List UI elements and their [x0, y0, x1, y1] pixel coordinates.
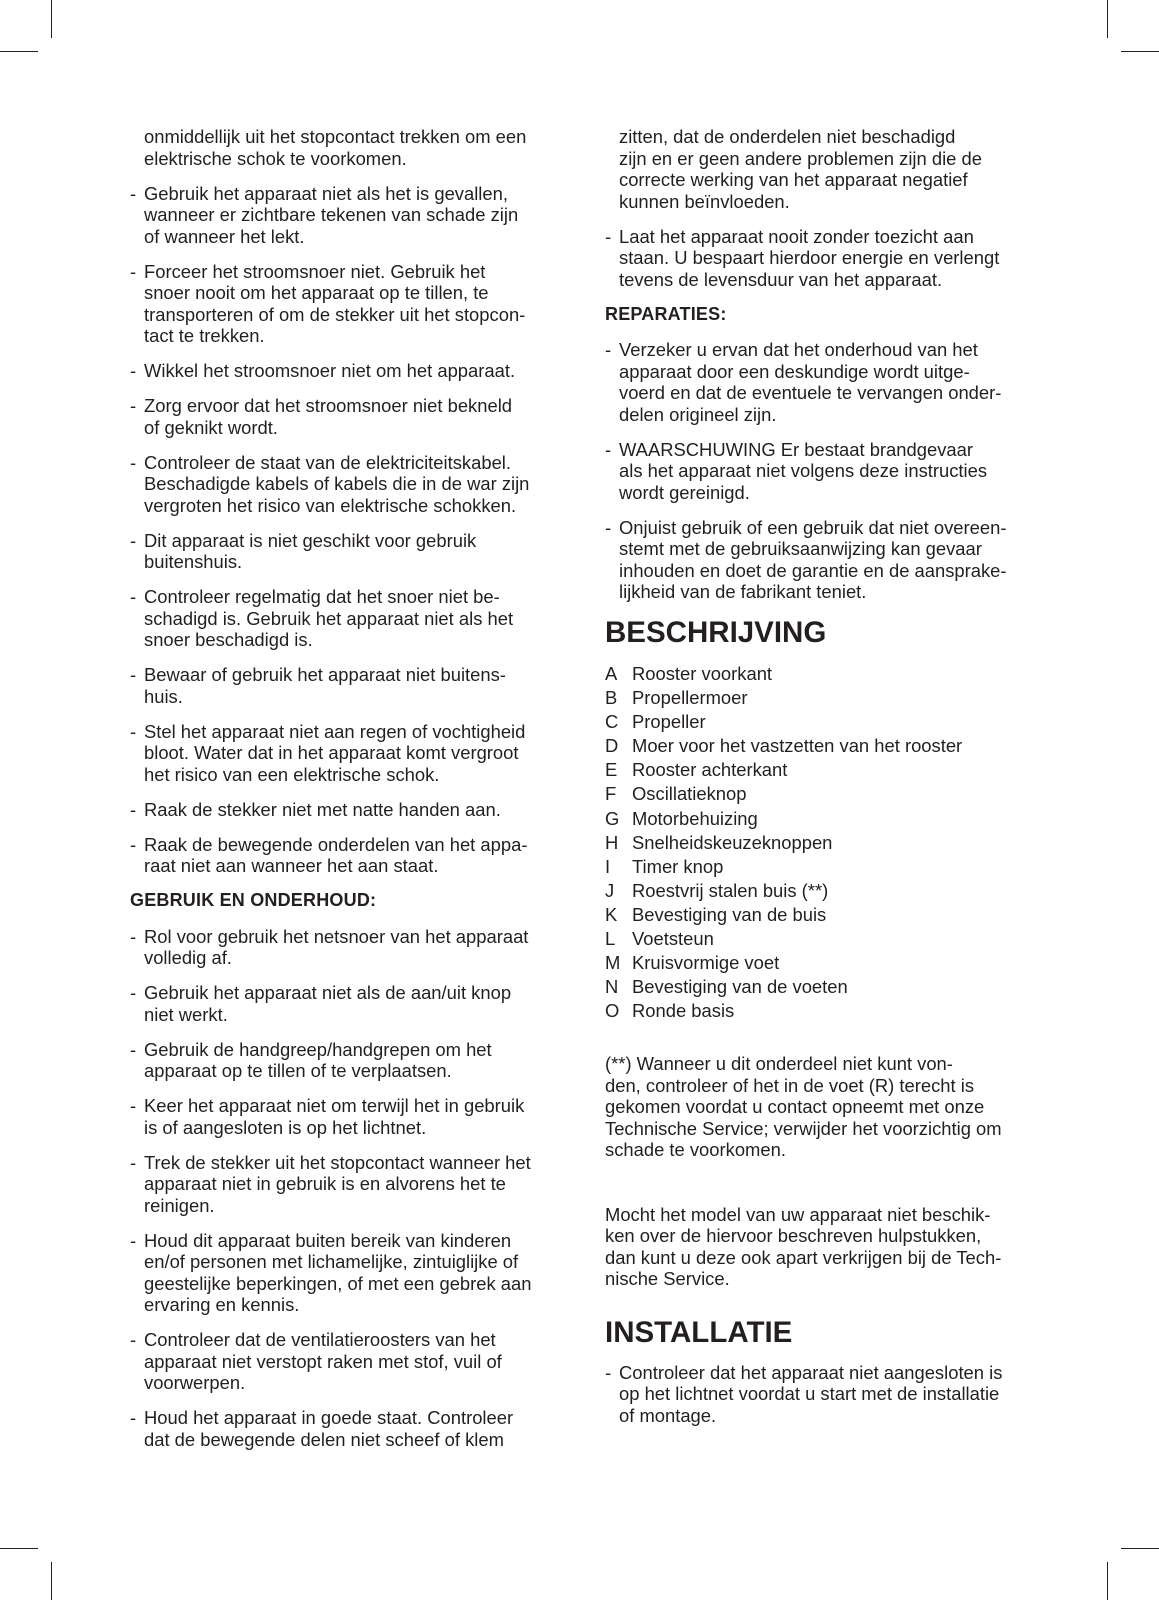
bullet-item [130, 452, 580, 517]
part-label: Kruisvormige voet [632, 952, 780, 974]
text-line: dan kunt u deze ook apart verkrijgen bij de Tech- [605, 1246, 1002, 1268]
right-column [605, 126, 1057, 1440]
part-letter: F [605, 783, 617, 805]
part-letter: H [605, 831, 619, 853]
bullet-dash: - [130, 1229, 137, 1251]
bullet-text [144, 1152, 580, 1217]
text-line: huis. [144, 685, 183, 707]
bullet-item [130, 360, 580, 382]
section-subheading: REPARATIES: [605, 303, 727, 324]
bullet-text [144, 721, 580, 786]
footnote-text [605, 1053, 1057, 1161]
bullet-list [605, 226, 1057, 291]
bullet-item [130, 1407, 580, 1450]
heading-installation: INSTALLATIE [605, 1315, 793, 1349]
text-line: inhouden en doet de garantie en de aansprake- [619, 559, 1007, 581]
part-label: Bevestiging van de voeten [632, 976, 848, 998]
text-line: ervaring en kennis. [144, 1294, 300, 1315]
bullet-text [619, 517, 1057, 603]
text-line: als het apparaat niet volgens deze instructies [619, 460, 988, 481]
bullet-text [144, 1407, 580, 1450]
text-line: transporteren of om de stekker uit het stopcon- [144, 303, 526, 325]
text-line: is of aangesloten is op het lichtnet. [144, 1116, 427, 1138]
text-line: apparaat op te tillen of te verplaatsen. [144, 1060, 452, 1081]
text-line: apparaat door een deskundige wordt uitge- [619, 360, 970, 382]
bullet-dash: - [605, 438, 612, 460]
part-letter: J [605, 879, 615, 901]
bullet-item [130, 1095, 580, 1138]
part-letter: C [605, 711, 619, 733]
crop-mark [1121, 1548, 1159, 1549]
bullet-item [130, 926, 580, 969]
bullet-dash: - [605, 225, 612, 247]
part-label: Motorbehuizing [632, 807, 758, 829]
bullet-dash: - [130, 182, 137, 204]
text-line: bloot. Water dat in het apparaat komt vergroot [144, 742, 519, 763]
text-line: lijkheid van de fabrikant teniet. [619, 581, 867, 602]
bullet-dash: - [130, 395, 137, 416]
bullet-text [144, 926, 580, 969]
part-item [605, 975, 1057, 999]
text-line: Gebruik het apparaat niet als het is gevallen, [144, 182, 508, 204]
part-label: Propeller [632, 711, 706, 733]
bullet-text [144, 183, 580, 248]
bullet-item [605, 517, 1057, 603]
bullet-text [144, 360, 580, 382]
bullet-item [130, 982, 580, 1025]
text-line: Controleer dat de ventilatieroosters van het [144, 1329, 496, 1350]
text-line: Houd dit apparaat buiten bereik van kinderen [144, 1229, 512, 1251]
bullet-item [130, 721, 580, 786]
text-line: Bewaar of gebruik het apparaat niet buitens- [144, 664, 506, 685]
text-line: of geknikt wordt. [144, 416, 278, 438]
accessory-text [605, 1204, 1057, 1290]
text-line: raat niet aan wanneer het aan staat. [144, 855, 439, 876]
text-line: Technische Service; verwijder het voorzichtig om [605, 1117, 1002, 1139]
text-line: Gebruik de handgreep/handgrepen om het [144, 1038, 492, 1060]
part-item [605, 831, 1057, 855]
bullet-item [130, 586, 580, 651]
bullet-text [144, 1230, 580, 1316]
bullet-text [144, 664, 580, 707]
part-letter: G [605, 807, 620, 829]
crop-mark [1121, 51, 1159, 52]
text-line: Trek de stekker uit het stopcontact wanneer het [144, 1151, 531, 1173]
text-line: Raak de stekker niet met natte handen aan. [144, 798, 501, 820]
text-line: Stel het apparaat niet aan regen of vochtigheid [144, 720, 526, 742]
bullet-text [619, 226, 1057, 291]
bullet-dash: - [130, 1151, 137, 1173]
continuation-text: onmiddellijk uit het stopcontact trekken om een elektrische schok te voorkomen. [144, 126, 527, 169]
text-line: Controleer regelmatig dat het snoer niet be- [144, 586, 500, 607]
bullet-item [130, 395, 580, 438]
text-line: Raak de bewegende onderdelen van het appa- [144, 833, 528, 855]
bullet-item [130, 183, 580, 248]
text-line: het risico van een elektrische schok. [144, 763, 440, 785]
text-line: snoer beschadigd is. [144, 629, 313, 650]
text-line: wordt gereinigd. [619, 481, 750, 503]
bullet-item [130, 1152, 580, 1217]
text-line: den, controleer of het in de voet (R) terecht is [605, 1074, 975, 1096]
part-label: Moer voor het vastzetten van het rooster [632, 735, 963, 757]
text-line: voerd en dat de eventuele te vervangen onder- [619, 382, 1002, 403]
bullet-dash: - [130, 586, 137, 607]
bullet-text [144, 1329, 580, 1394]
part-item [605, 807, 1057, 831]
bullet-text [144, 530, 580, 573]
part-item [605, 927, 1057, 951]
bullet-item [130, 261, 580, 347]
text-line: apparaat niet in gebruik is en alvorens het te [144, 1173, 506, 1194]
bullet-item [130, 664, 580, 707]
bullet-text [144, 261, 580, 347]
part-label: Ronde basis [632, 1000, 735, 1022]
bullet-dash: - [130, 529, 137, 551]
part-item [605, 710, 1057, 734]
part-item [605, 686, 1057, 710]
bullet-text [619, 1362, 1057, 1427]
text-line: Onjuist gebruik of een gebruik dat niet overeen- [619, 516, 1007, 538]
part-letter: N [605, 976, 619, 998]
part-label: Roestvrij stalen buis (**) [632, 879, 829, 901]
bullet-text [619, 439, 1057, 504]
bullet-text [144, 982, 580, 1025]
text-line: Houd het apparaat in goede staat. Controleer [144, 1407, 514, 1428]
text-line: of wanneer het lekt. [144, 225, 305, 247]
part-label: Voetsteun [632, 928, 714, 950]
bullet-text [144, 799, 580, 821]
text-line: WAARSCHUWING Er bestaat brandgevaar [619, 438, 973, 460]
part-item [605, 662, 1057, 686]
continuation-text: zitten, dat de onderdelen niet beschadigd zijn en er geen andere problemen zijn die de correcte werking van het apparaat negatief kunnen beïnvloeden. [619, 126, 982, 212]
text-line: Wikkel het stroomsnoer niet om het apparaat. [144, 360, 516, 381]
text-line: staan. U bespaart hierdoor energie en verlengt [619, 247, 1000, 268]
text-line: stemt met de gebruiksaanwijzing kan gevaar [619, 538, 982, 559]
crop-mark [1107, 0, 1108, 38]
text-line: voorwerpen. [144, 1372, 246, 1393]
part-letter: A [605, 663, 618, 684]
bullet-item [605, 439, 1057, 504]
text-line: Forceer het stroomsnoer niet. Gebruik het [144, 260, 486, 282]
text-line: nische Service. [605, 1268, 730, 1290]
part-item [605, 879, 1057, 903]
text-line: Verzeker u ervan dat het onderhoud van het [619, 339, 978, 360]
text-line: Laat het apparaat nooit zonder toezicht aan [619, 225, 974, 247]
text-line: Keer het apparaat niet om terwijl het in gebruik [144, 1095, 525, 1116]
text-line: en/of personen met lichamelijke, zintuiglijke of [144, 1251, 519, 1272]
bullet-text [144, 834, 580, 877]
text-line: snoer nooit om het apparaat op te tillen, te [144, 282, 489, 303]
bullet-dash: - [605, 339, 612, 360]
bullet-dash: - [130, 664, 137, 685]
crop-mark [0, 51, 38, 52]
bullet-text [144, 586, 580, 651]
bullet-item [605, 339, 1057, 425]
text-line: (**) Wanneer u dit onderdeel niet kunt von- [605, 1053, 953, 1075]
part-label: Oscillatieknop [632, 783, 747, 805]
part-label: Rooster voorkant [632, 663, 773, 684]
bullet-text [144, 452, 580, 517]
text-line: buitenshuis. [144, 551, 243, 572]
text-line: Zorg ervoor dat het stroomsnoer niet bekneld [144, 395, 513, 416]
bullet-list [605, 339, 1057, 603]
bullet-item [605, 1362, 1057, 1427]
bullet-dash: - [130, 1329, 137, 1350]
heading-description: BESCHRIJVING [605, 616, 827, 649]
bullet-dash: - [605, 516, 612, 538]
bullet-dash: - [130, 982, 137, 1003]
part-item [605, 855, 1057, 879]
crop-mark [51, 1562, 52, 1600]
bullet-list [130, 183, 580, 877]
text-line: schade te voorkomen. [605, 1139, 786, 1161]
text-line: ken over de hiervoor beschreven hulpstukken, [605, 1225, 982, 1247]
part-letter: K [605, 903, 618, 925]
part-letter: B [605, 687, 618, 709]
bullet-item [605, 226, 1057, 291]
text-line: Controleer de staat van de elektriciteitskabel. [144, 451, 511, 473]
text-line: reinigen. [144, 1194, 215, 1216]
bullet-dash: - [130, 260, 137, 282]
text-line: apparaat niet verstopt raken met stof, vuil of [144, 1350, 502, 1372]
text-line: gekomen voordat u contact opneemt met onze [605, 1096, 985, 1118]
crop-mark [0, 1548, 38, 1549]
bullet-item [130, 1230, 580, 1316]
part-letter: O [605, 1000, 620, 1022]
part-item [605, 999, 1057, 1023]
bullet-list [130, 926, 580, 1451]
text-line: geestelijke beperkingen, of met een gebrek aan [144, 1272, 532, 1294]
bullet-dash: - [130, 720, 137, 742]
bullet-text [144, 395, 580, 438]
bullet-dash: - [130, 925, 137, 947]
text-line: Gebruik het apparaat niet als de aan/uit knop [144, 982, 512, 1003]
text-line: Beschadigde kabels of kabels die in de war zijn [144, 473, 530, 494]
bullet-item [130, 834, 580, 877]
part-letter: D [605, 735, 619, 757]
part-letter: L [605, 928, 616, 950]
text-line: schadigd is. Gebruik het apparaat niet als het [144, 607, 514, 629]
part-label: Propellermoer [632, 687, 748, 709]
crop-mark [1107, 1562, 1108, 1600]
part-letter: E [605, 759, 618, 781]
section-subheading: GEBRUIK EN ONDERHOUD: [130, 890, 377, 910]
part-label: Timer knop [632, 855, 724, 877]
parts-list [605, 662, 1057, 1023]
part-item [605, 903, 1057, 927]
bullet-text [619, 339, 1057, 425]
text-line: wanneer er zichtbare tekenen van schade zijn [144, 204, 519, 225]
bullet-dash: - [130, 451, 137, 473]
text-line: delen origineel zijn. [619, 403, 777, 425]
bullet-list [605, 1362, 1057, 1427]
bullet-dash: - [130, 833, 137, 855]
part-item [605, 951, 1057, 975]
bullet-dash: - [605, 1361, 612, 1383]
text-line: vergroten het risico van elektrische schokken. [144, 494, 517, 516]
bullet-item [130, 799, 580, 821]
part-label: Rooster achterkant [632, 759, 788, 781]
text-line: of montage. [619, 1404, 717, 1426]
bullet-item [130, 530, 580, 573]
text-line: op het lichtnet voordat u start met de installatie [619, 1383, 1000, 1405]
text-line: Rol voor gebruik het netsnoer van het apparaat [144, 925, 529, 947]
text-line: tevens de levensduur van het apparaat. [619, 268, 943, 290]
part-letter: M [605, 952, 621, 974]
bullet-item [130, 1039, 580, 1082]
bullet-text [144, 1039, 580, 1082]
bullet-dash: - [130, 1095, 137, 1116]
bullet-dash: - [130, 798, 137, 820]
bullet-dash: - [130, 1038, 137, 1060]
part-label: Snelheidskeuzeknoppen [632, 831, 833, 853]
part-item [605, 734, 1057, 758]
text-line: tact te trekken. [144, 325, 265, 346]
text-line: Controleer dat het apparaat niet aangesloten is [619, 1361, 1003, 1383]
part-label: Bevestiging van de buis [632, 903, 827, 925]
part-item [605, 758, 1057, 782]
text-line: dat de bewegende delen niet scheef of klem [144, 1428, 504, 1450]
part-item [605, 782, 1057, 806]
text-line: niet werkt. [144, 1003, 228, 1025]
left-column [130, 126, 580, 1464]
crop-mark [51, 0, 52, 38]
bullet-item [130, 1329, 580, 1394]
text-line: volledig af. [144, 947, 232, 968]
bullet-dash: - [130, 360, 137, 381]
text-line: Mocht het model van uw apparaat niet beschik- [605, 1203, 991, 1225]
bullet-text [144, 1095, 580, 1138]
part-letter: I [605, 855, 611, 877]
bullet-dash: - [130, 1407, 137, 1428]
text-line: Dit apparaat is niet geschikt voor gebruik [144, 529, 477, 551]
